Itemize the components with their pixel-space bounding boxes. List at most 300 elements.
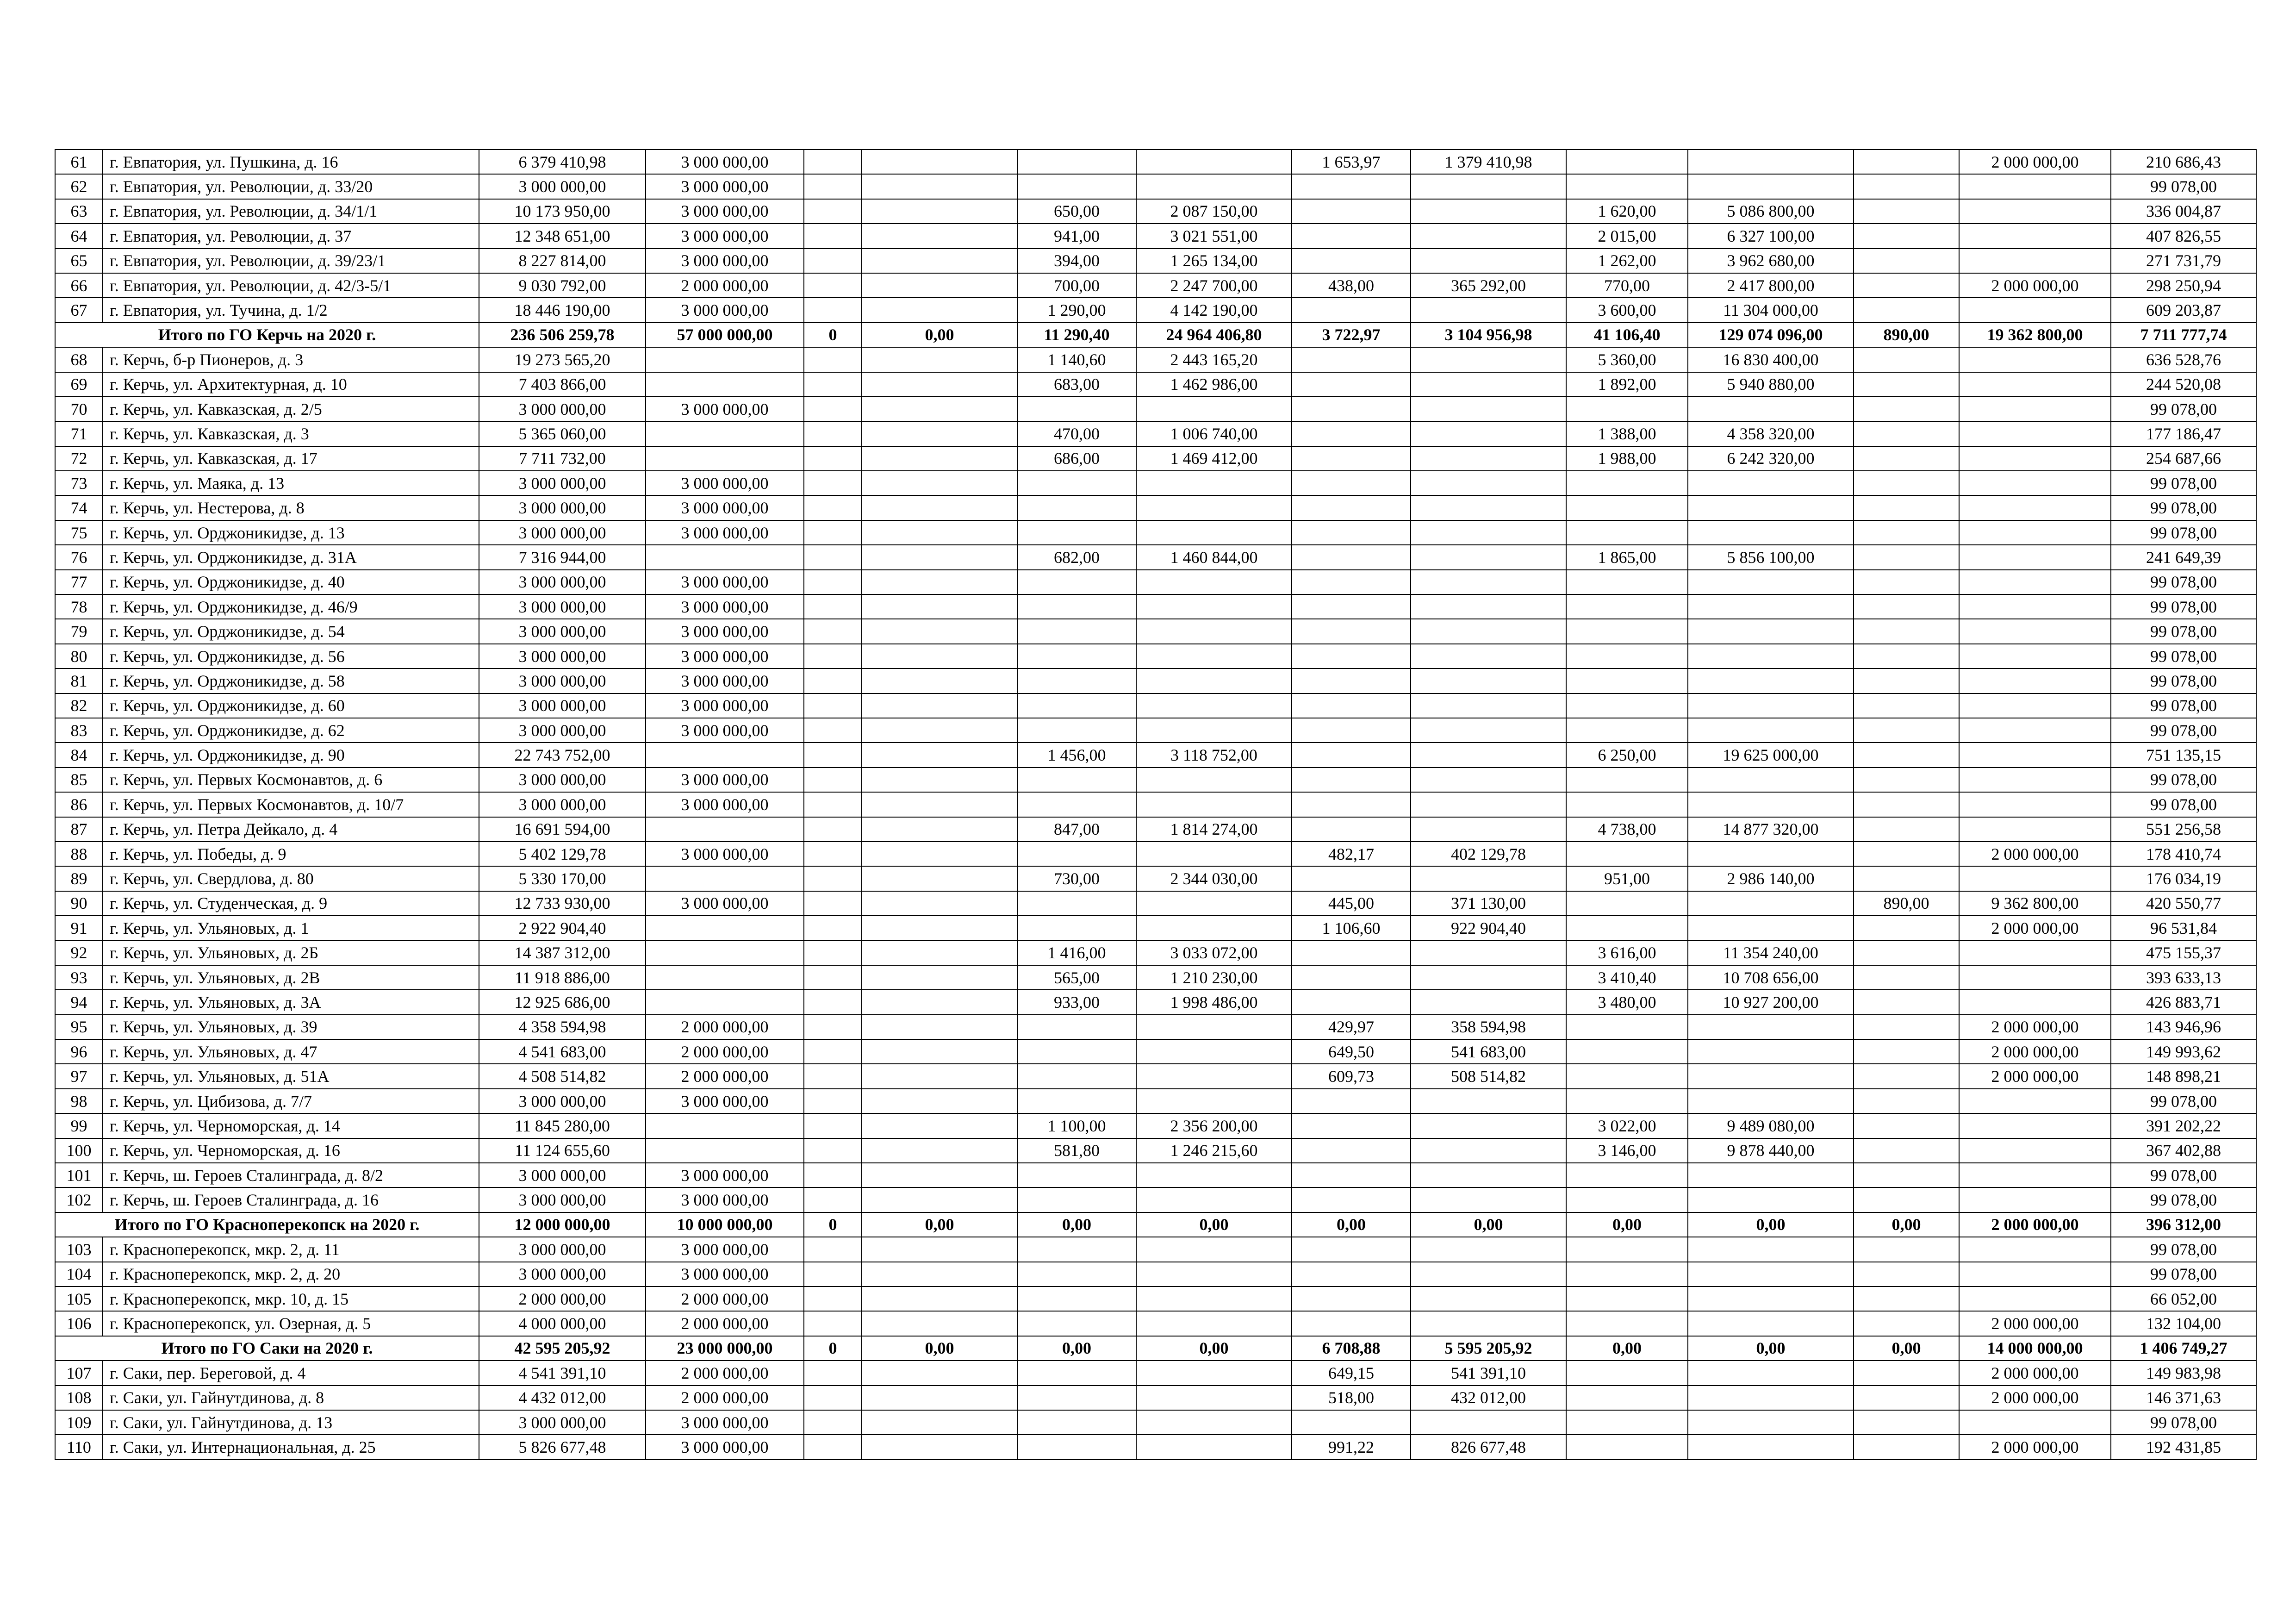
value-cell: 429,97 <box>1292 1015 1411 1039</box>
table-row <box>55 718 2256 743</box>
value-cell: 9 362 800,00 <box>1959 891 2111 916</box>
address-cell: г. Керчь, ул. Орджоникидзе, д. 54 <box>103 619 479 643</box>
value-cell <box>1854 446 1959 471</box>
address-cell: г. Евпатория, ул. Революции, д. 37 <box>103 224 479 248</box>
value-cell: 393 633,13 <box>2111 965 2256 990</box>
value-cell: 2 015,00 <box>1566 224 1688 248</box>
value-cell <box>1959 174 2111 199</box>
value-cell <box>804 1064 862 1088</box>
value-cell <box>804 570 862 594</box>
value-cell <box>1854 693 1959 718</box>
table-row <box>55 891 2256 916</box>
value-cell <box>804 1163 862 1187</box>
value-cell <box>1136 1386 1292 1410</box>
value-cell: 12 925 686,00 <box>479 990 646 1014</box>
value-cell <box>1688 1311 1854 1336</box>
value-cell <box>862 545 1017 569</box>
value-cell: 541 391,10 <box>1411 1361 1566 1385</box>
value-cell <box>804 1113 862 1138</box>
value-cell <box>1017 1262 1136 1287</box>
value-cell <box>1854 1361 1959 1385</box>
value-cell: 11 354 240,00 <box>1688 941 1854 965</box>
value-cell: 1 416,00 <box>1017 941 1136 965</box>
value-cell <box>1411 1262 1566 1287</box>
value-cell: 518,00 <box>1292 1386 1411 1410</box>
address-cell: г. Евпатория, ул. Пушкина, д. 16 <box>103 150 479 174</box>
value-cell: 4 000 000,00 <box>479 1311 646 1336</box>
value-cell <box>804 545 862 569</box>
value-cell: 66 052,00 <box>2111 1287 2256 1311</box>
value-cell <box>804 421 862 446</box>
value-cell <box>1959 1410 2111 1435</box>
value-cell: 3 000 000,00 <box>479 520 646 545</box>
value-cell <box>1959 619 2111 643</box>
value-cell: 9 878 440,00 <box>1688 1138 1854 1163</box>
value-cell: 99 078,00 <box>2111 1089 2256 1113</box>
table-row <box>55 224 2256 248</box>
value-cell <box>1854 1262 1959 1287</box>
value-cell: 99 078,00 <box>2111 397 2256 421</box>
address-cell: г. Керчь, ул. Орджоникидзе, д. 62 <box>103 718 479 743</box>
value-cell: 3 021 551,00 <box>1136 224 1292 248</box>
value-cell: 3 000 000,00 <box>646 644 804 668</box>
subtotal-label: Итого по ГО Красноперекопск на 2020 г. <box>55 1212 479 1237</box>
value-cell: 0,00 <box>1292 1212 1411 1237</box>
value-cell <box>1566 1163 1688 1187</box>
value-cell: 298 250,94 <box>2111 273 2256 298</box>
value-cell <box>1959 298 2111 322</box>
value-cell: 42 595 205,92 <box>479 1336 646 1361</box>
value-cell <box>1017 397 1136 421</box>
value-cell <box>1688 693 1854 718</box>
value-cell: 12 733 930,00 <box>479 891 646 916</box>
value-cell: 0,00 <box>862 1212 1017 1237</box>
value-cell <box>1017 668 1136 693</box>
address-cell: г. Керчь, ул. Ульяновых, д. 47 <box>103 1039 479 1064</box>
value-cell <box>1566 693 1688 718</box>
value-cell: 2 922 904,40 <box>479 916 646 940</box>
value-cell: 3 000 000,00 <box>646 471 804 495</box>
value-cell: 2 000 000,00 <box>1959 1435 2111 1459</box>
row-number: 107 <box>55 1361 103 1385</box>
value-cell <box>862 941 1017 965</box>
value-cell: 1 892,00 <box>1566 372 1688 397</box>
value-cell <box>1136 1410 1292 1435</box>
value-cell <box>1017 1311 1136 1336</box>
value-cell: 2 356 200,00 <box>1136 1113 1292 1138</box>
row-number: 92 <box>55 941 103 965</box>
value-cell: 3 000 000,00 <box>646 174 804 199</box>
value-cell <box>1292 570 1411 594</box>
value-cell: 391 202,22 <box>2111 1113 2256 1138</box>
value-cell: 57 000 000,00 <box>646 323 804 347</box>
value-cell <box>1292 768 1411 792</box>
value-cell: 636 528,76 <box>2111 347 2256 372</box>
value-cell: 1 246 215,60 <box>1136 1138 1292 1163</box>
value-cell <box>1854 668 1959 693</box>
address-cell: г. Керчь, ш. Героев Сталинграда, д. 16 <box>103 1187 479 1212</box>
value-cell <box>1688 520 1854 545</box>
value-cell: 7 711 732,00 <box>479 446 646 471</box>
value-cell <box>1292 1262 1411 1287</box>
value-cell: 99 078,00 <box>2111 471 2256 495</box>
value-cell <box>1136 1287 1292 1311</box>
value-cell: 0,00 <box>1688 1336 1854 1361</box>
value-cell <box>1854 1386 1959 1410</box>
value-cell <box>1136 1237 1292 1262</box>
value-cell <box>1292 1187 1411 1212</box>
value-cell <box>862 471 1017 495</box>
value-cell <box>1411 1113 1566 1138</box>
table-row <box>55 1410 2256 1435</box>
value-cell <box>1411 446 1566 471</box>
value-cell: 3 000 000,00 <box>479 1410 646 1435</box>
value-cell: 146 371,63 <box>2111 1386 2256 1410</box>
table-row <box>55 446 2256 471</box>
value-cell <box>804 768 862 792</box>
value-cell <box>862 619 1017 643</box>
value-cell <box>804 1435 862 1459</box>
value-cell <box>862 916 1017 940</box>
value-cell <box>1411 866 1566 891</box>
value-cell: 770,00 <box>1566 273 1688 298</box>
value-cell <box>1017 570 1136 594</box>
value-cell <box>1136 150 1292 174</box>
value-cell <box>1017 1386 1136 1410</box>
value-cell: 99 078,00 <box>2111 1262 2256 1287</box>
value-cell <box>1854 965 1959 990</box>
value-cell <box>1854 1113 1959 1138</box>
value-cell <box>862 570 1017 594</box>
value-cell <box>1959 792 2111 817</box>
value-cell <box>862 273 1017 298</box>
address-cell: г. Керчь, ул. Орджоникидзе, д. 60 <box>103 693 479 718</box>
value-cell <box>1411 965 1566 990</box>
value-cell <box>1017 768 1136 792</box>
value-cell <box>1959 471 2111 495</box>
value-cell: 700,00 <box>1017 273 1136 298</box>
value-cell <box>1854 1138 1959 1163</box>
value-cell: 0,00 <box>1854 1212 1959 1237</box>
value-cell <box>1959 768 2111 792</box>
value-cell: 149 983,98 <box>2111 1361 2256 1385</box>
address-cell: г. Керчь, ул. Победы, д. 9 <box>103 842 479 866</box>
value-cell <box>1411 693 1566 718</box>
value-cell: 2 000 000,00 <box>646 273 804 298</box>
subtotal-label: Итого по ГО Керчь на 2020 г. <box>55 323 479 347</box>
value-cell: 2 344 030,00 <box>1136 866 1292 891</box>
value-cell: 254 687,66 <box>2111 446 2256 471</box>
table-row <box>55 1163 2256 1187</box>
address-cell: г. Саки, ул. Гайнутдинова, д. 8 <box>103 1386 479 1410</box>
value-cell: 3 000 000,00 <box>646 1163 804 1187</box>
row-number: 66 <box>55 273 103 298</box>
value-cell: 5 365 060,00 <box>479 421 646 446</box>
value-cell: 12 000 000,00 <box>479 1212 646 1237</box>
value-cell <box>862 965 1017 990</box>
value-cell <box>804 693 862 718</box>
value-cell: 6 250,00 <box>1566 743 1688 767</box>
value-cell <box>1566 842 1688 866</box>
table-row <box>55 1262 2256 1287</box>
value-cell <box>1136 397 1292 421</box>
value-cell: 2 000 000,00 <box>1959 1386 2111 1410</box>
value-cell <box>804 298 862 322</box>
value-cell: 99 078,00 <box>2111 768 2256 792</box>
value-cell <box>1292 471 1411 495</box>
value-cell <box>1292 372 1411 397</box>
value-cell <box>1959 249 2111 273</box>
value-cell <box>1017 1089 1136 1113</box>
row-number: 94 <box>55 990 103 1014</box>
value-cell <box>1566 1311 1688 1336</box>
value-cell <box>804 471 862 495</box>
value-cell: 2 000 000,00 <box>1959 1212 2111 1237</box>
value-cell: 0 <box>804 323 862 347</box>
value-cell: 99 078,00 <box>2111 619 2256 643</box>
value-cell <box>1136 916 1292 940</box>
subtotal-label: Итого по ГО Саки на 2020 г. <box>55 1336 479 1361</box>
value-cell <box>862 693 1017 718</box>
value-cell: 0 <box>804 1212 862 1237</box>
value-cell: 470,00 <box>1017 421 1136 446</box>
value-cell: 3 000 000,00 <box>479 471 646 495</box>
value-cell <box>1136 1262 1292 1287</box>
value-cell: 2 000 000,00 <box>1959 916 2111 940</box>
table-body <box>55 150 2256 1460</box>
value-cell: 6 708,88 <box>1292 1336 1411 1361</box>
value-cell: 5 826 677,48 <box>479 1435 646 1459</box>
value-cell: 6 242 320,00 <box>1688 446 1854 471</box>
value-cell: 3 000 000,00 <box>646 1089 804 1113</box>
row-number: 93 <box>55 965 103 990</box>
value-cell: 143 946,96 <box>2111 1015 2256 1039</box>
value-cell: 609,73 <box>1292 1064 1411 1088</box>
value-cell <box>1411 768 1566 792</box>
value-cell <box>804 1237 862 1262</box>
value-cell <box>1411 545 1566 569</box>
value-cell <box>1017 1361 1136 1385</box>
value-cell <box>1292 224 1411 248</box>
value-cell <box>1017 693 1136 718</box>
table-row <box>55 199 2256 224</box>
value-cell: 407 826,55 <box>2111 224 2256 248</box>
value-cell: 99 078,00 <box>2111 1163 2256 1187</box>
address-cell: г. Керчь, ул. Архитектурная, д. 10 <box>103 372 479 397</box>
value-cell <box>1854 1064 1959 1088</box>
value-cell: 10 173 950,00 <box>479 199 646 224</box>
value-cell <box>1566 619 1688 643</box>
value-cell: 2 000 000,00 <box>1959 1015 2111 1039</box>
table-row <box>55 249 2256 273</box>
value-cell <box>804 668 862 693</box>
value-cell: 3 000 000,00 <box>646 842 804 866</box>
value-cell <box>646 743 804 767</box>
value-cell <box>862 150 1017 174</box>
value-cell <box>1854 1187 1959 1212</box>
address-cell: г. Керчь, ул. Нестерова, д. 8 <box>103 495 479 520</box>
value-cell <box>862 594 1017 619</box>
value-cell: 3 722,97 <box>1292 323 1411 347</box>
value-cell <box>1292 397 1411 421</box>
value-cell: 3 000 000,00 <box>646 495 804 520</box>
value-cell: 826 677,48 <box>1411 1435 1566 1459</box>
table-row <box>55 817 2256 842</box>
value-cell: 241 649,39 <box>2111 545 2256 569</box>
value-cell: 3 000 000,00 <box>479 768 646 792</box>
value-cell <box>804 866 862 891</box>
value-cell <box>1017 1237 1136 1262</box>
value-cell <box>804 1089 862 1113</box>
address-cell: г. Керчь, ул. Орджоникидзе, д. 56 <box>103 644 479 668</box>
table-row <box>55 743 2256 767</box>
value-cell: 3 000 000,00 <box>646 150 804 174</box>
value-cell <box>1959 397 2111 421</box>
value-cell <box>804 1187 862 1212</box>
address-cell: г. Саки, ул. Гайнутдинова, д. 13 <box>103 1410 479 1435</box>
value-cell: 3 616,00 <box>1566 941 1688 965</box>
value-cell <box>1411 495 1566 520</box>
value-cell: 99 078,00 <box>2111 1237 2256 1262</box>
table-row <box>55 150 2256 174</box>
value-cell <box>1854 1163 1959 1187</box>
value-cell: 0,00 <box>1017 1336 1136 1361</box>
value-cell: 132 104,00 <box>2111 1311 2256 1336</box>
value-cell <box>1017 495 1136 520</box>
value-cell: 3 000 000,00 <box>479 619 646 643</box>
value-cell <box>1136 594 1292 619</box>
value-cell: 3 104 956,98 <box>1411 323 1566 347</box>
value-cell <box>804 249 862 273</box>
value-cell: 5 086 800,00 <box>1688 199 1854 224</box>
value-cell <box>862 1015 1017 1039</box>
value-cell: 3 000 000,00 <box>646 594 804 619</box>
table-row <box>55 545 2256 569</box>
value-cell <box>1854 1039 1959 1064</box>
value-cell <box>1854 273 1959 298</box>
value-cell: 541 683,00 <box>1411 1039 1566 1064</box>
value-cell: 922 904,40 <box>1411 916 1566 940</box>
value-cell: 3 000 000,00 <box>646 1237 804 1262</box>
address-cell: г. Красноперекопск, мкр. 2, д. 11 <box>103 1237 479 1262</box>
value-cell <box>862 1361 1017 1385</box>
value-cell <box>1292 619 1411 643</box>
value-cell: 3 000 000,00 <box>646 520 804 545</box>
value-cell <box>804 224 862 248</box>
value-cell: 2 000 000,00 <box>1959 1311 2111 1336</box>
value-cell <box>1136 768 1292 792</box>
value-cell: 99 078,00 <box>2111 693 2256 718</box>
value-cell <box>1566 792 1688 817</box>
value-cell: 1 406 749,27 <box>2111 1336 2256 1361</box>
value-cell: 0,00 <box>1566 1336 1688 1361</box>
value-cell: 1 265 134,00 <box>1136 249 1292 273</box>
value-cell: 99 078,00 <box>2111 570 2256 594</box>
value-cell <box>1688 1015 1854 1039</box>
value-cell: 1 106,60 <box>1292 916 1411 940</box>
value-cell <box>804 174 862 199</box>
value-cell <box>1688 471 1854 495</box>
value-cell <box>646 421 804 446</box>
table-row <box>55 1287 2256 1311</box>
value-cell: 2 087 150,00 <box>1136 199 1292 224</box>
value-cell: 99 078,00 <box>2111 668 2256 693</box>
value-cell: 426 883,71 <box>2111 990 2256 1014</box>
value-cell <box>1688 792 1854 817</box>
value-cell <box>862 1089 1017 1113</box>
value-cell <box>862 891 1017 916</box>
value-cell <box>1959 372 2111 397</box>
address-cell: г. Керчь, ул. Кавказская, д. 3 <box>103 421 479 446</box>
value-cell <box>1566 891 1688 916</box>
value-cell <box>646 965 804 990</box>
value-cell: 3 000 000,00 <box>646 668 804 693</box>
value-cell <box>862 817 1017 842</box>
value-cell: 1 262,00 <box>1566 249 1688 273</box>
value-cell: 99 078,00 <box>2111 718 2256 743</box>
value-cell <box>1136 495 1292 520</box>
value-cell <box>1854 990 1959 1014</box>
value-cell <box>1854 199 1959 224</box>
table-row <box>55 619 2256 643</box>
value-cell: 3 000 000,00 <box>646 768 804 792</box>
row-number: 63 <box>55 199 103 224</box>
value-cell <box>1688 1262 1854 1287</box>
value-cell <box>1566 397 1688 421</box>
value-cell: 649,15 <box>1292 1361 1411 1385</box>
value-cell: 3 000 000,00 <box>479 1237 646 1262</box>
table-row <box>55 1435 2256 1459</box>
table-row <box>55 1039 2256 1064</box>
value-cell <box>1854 224 1959 248</box>
value-cell: 1 620,00 <box>1566 199 1688 224</box>
value-cell: 2 000 000,00 <box>646 1287 804 1311</box>
value-cell: 23 000 000,00 <box>646 1336 804 1361</box>
row-number: 83 <box>55 718 103 743</box>
value-cell <box>1017 174 1136 199</box>
value-cell: 5 360,00 <box>1566 347 1688 372</box>
value-cell <box>1136 1163 1292 1187</box>
address-cell: г. Керчь, ул. Ульяновых, д. 3А <box>103 990 479 1014</box>
value-cell <box>1411 298 1566 322</box>
address-cell: г. Керчь, ул. Черноморская, д. 16 <box>103 1138 479 1163</box>
value-cell: 1 653,97 <box>1292 150 1411 174</box>
address-cell: г. Красноперекопск, мкр. 2, д. 20 <box>103 1262 479 1287</box>
value-cell: 5 330 170,00 <box>479 866 646 891</box>
value-cell: 933,00 <box>1017 990 1136 1014</box>
row-number: 77 <box>55 570 103 594</box>
value-cell <box>1411 174 1566 199</box>
value-cell <box>1959 495 2111 520</box>
row-number: 103 <box>55 1237 103 1262</box>
value-cell <box>1566 1262 1688 1287</box>
value-cell <box>862 1311 1017 1336</box>
value-cell <box>804 372 862 397</box>
value-cell <box>1292 1138 1411 1163</box>
value-cell <box>862 298 1017 322</box>
value-cell <box>1292 668 1411 693</box>
subtotal-row <box>55 323 2256 347</box>
value-cell <box>1688 495 1854 520</box>
value-cell <box>1136 1435 1292 1459</box>
value-cell <box>1292 743 1411 767</box>
address-cell: г. Саки, ул. Интернациональная, д. 25 <box>103 1435 479 1459</box>
value-cell <box>1017 842 1136 866</box>
value-cell: 2 000 000,00 <box>646 1039 804 1064</box>
value-cell <box>1292 792 1411 817</box>
value-cell <box>646 347 804 372</box>
value-cell <box>862 1435 1017 1459</box>
